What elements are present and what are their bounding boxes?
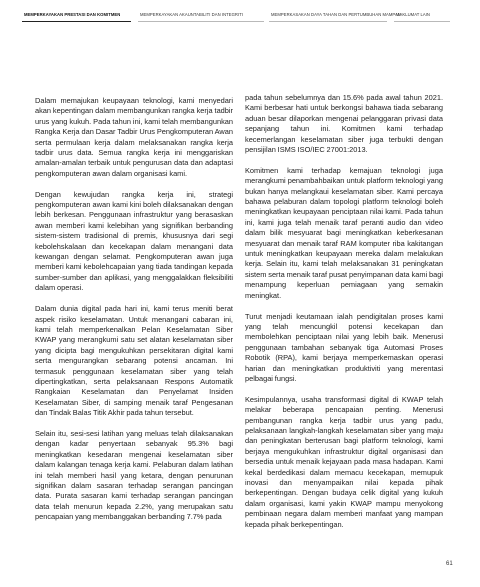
body-paragraph: Komitmen kami terhadap kemajuan teknologi juga merangkumi penambahbaikan untuk platform teknologi yang bukan hanya melangkaui keselamatan siber. Kami percaya bahawa pelaburan dalam topologi platform teknologi boleh meningkatkan keupayaan penciptaan nilai kami. Pada tahun ini, kami juga telah menaik taraf peranti audio dan video dalam bilik mesyuarat bagi meningkatkan keberkesanan mesyuarat dan menaik taraf RAM komputer riba kakitangan untuk meningkatkan keupayaan mereka dalam melakukan kerja. Selain itu, kami telah melaksanakan 31 peningkatan sistem serta menaik taraf pusat penyimpanan data kami bagi menampung keperluan pemiagaan yang semakin meningkat. bbox=[245, 165, 443, 300]
tab-label: MEMPERKAYAKAN AKAUNTABILITI DAN INTEGRITI bbox=[140, 12, 244, 17]
tab-maklumat-lain[interactable] bbox=[394, 12, 450, 22]
tab-label: MEMPERKAYAKAN PRESTASI DAN KOMITMEN bbox=[24, 12, 121, 17]
body-paragraph: Dalam dunia digital pada hari ini, kami terus meniti berat aspek risiko keselamatan. Untuk menangani cabaran ini, kami telah memperkenalkan Pelan Keselamatan Siber KWAP yang merangkumi satu set alatan keselamatan siber yang dicipta bagi mengukuhkan persekitaran digital kami serta mengurangkan sebarang potensi ancaman. Ini termasuk penggunaan keselamatan siber yang telah dipertingkatkan, serta pelaksanaan Respons Automatik Rangkaian Keselamatan dan Penyelamat Insiden Keselamatan Siber, di samping menaik taraf Pengesanan dan Tindak Balas Titik Akhir pada tahun tersebut. bbox=[35, 304, 233, 418]
tab-akauntabiliti-dan-integriti[interactable] bbox=[138, 12, 264, 22]
tab-label: MAKLUMAT LAIN bbox=[396, 12, 431, 17]
tab-underline bbox=[22, 21, 131, 23]
section-nav bbox=[22, 12, 452, 22]
right-text-column bbox=[245, 93, 443, 540]
tab-underline bbox=[138, 21, 264, 22]
tab-label: MEMPERKASAKAN DAYA TAHAN DAN PERTUMBUHAN MAMPAN bbox=[271, 12, 401, 17]
tab-underline bbox=[394, 21, 450, 22]
body-paragraph: pada tahun sebelumnya dan 15.6% pada awal tahun 2021. Kami berbesar hati untuk berkongsi bahawa tiada sebarang aduan besar dilaporkan mengenai pelanggaran privasi data sepanjang tahun ini. Komitmen kami terhadap kecemerlangan keselamatan siber juga terbukti dengan pensijilan ISMS ISO/IEC 27001:2013. bbox=[245, 93, 443, 155]
body-paragraph: Turut menjadi keutamaan ialah pendigitalan proses kami yang telah mencungkil potensi kecekapan dan membolehkan penciptaan nilai yang lebih baik. Menerusi penggunaan tambahan sebanyak tiga Automasi Proses Robotik (RPA), kami berjaya memperkemaskan operasi harian dan meningkatkan produktiviti yang merentasi pelbagai fungsi. bbox=[245, 311, 443, 383]
tab-daya-tahan-dan-pertumbuhan[interactable] bbox=[269, 12, 401, 22]
tab-prestasi-dan-komitmen[interactable] bbox=[22, 12, 131, 22]
left-text-column bbox=[35, 96, 233, 533]
body-paragraph: Kesimpulannya, usaha transformasi digital di KWAP telah melakar beberapa pencapaian penting. Menerusi pembangunan rangka kerja tadbir urus yang padu, pelaksanaan langkah-langkah keselamatan siber yang maju dan peningkatan berterusan bagi platform teknologi, kami berjaya mengukuhkan infrastruktur digital organisasi dan bersedia untuk menaik kejayaan pada masa hadapan. Kami kekal berdedikasi dalam memacu kecekapan, memupuk inovasi dan menyampaikan nilai kepada pihak berkepentingan. Dengan budaya celik digital yang kukuh dalam organisasi, kami yakin KWAP mampu menyokong pembinaan negara dalam memberi manfaat yang mampan kepada pihak berkepentingan. bbox=[245, 394, 443, 529]
body-paragraph: Selain itu, sesi-sesi latihan yang meluas telah dilaksanakan dengan kadar penyertaan sebanyak 95.3% bagi meningkatkan kesedaran mengenai keselamatan siber dalam kalangan tenaga kerja kami. Pelaburan dalam latihan ini telah memberi hasil yang ketara, dengan penurunan signifikan dalam sasaran terhadap serangan pancingan data. Purata sasaran kami terhadap serangan pancingan data telah menurun kepada 2.2%, yang merupakan satu pencapaian yang membanggakan berbanding 7.7% pada bbox=[35, 428, 233, 522]
tab-underline bbox=[269, 21, 387, 22]
body-paragraph: Dalam memajukan keupayaan teknologi, kami menyedari akan kepentingan dalam membangunkan rangka kerja tadbir urus yang kukuh. Pada tahun ini, kami telah membangunkan Rangka Kerja dan Dasar Tadbir Urus Pengkomputeran Awan serta permulaan kerja dalam melaksanakan rangka kerja tadbir urus data. Semua rangka kerja ini menggariskan amalan-amalan terbaik untuk pengurusan data dan adaptasi pengkomputeran awan dalam organisasi kami. bbox=[35, 96, 233, 178]
body-paragraph: Dengan kewujudan rangka kerja ini, strategi pengkomputeran awan kami kini boleh dilaksanakan dengan lebih berkesan. Penggunaan infrastruktur yang berasaskan awan memberi kami kelebihan yang signifikan berbanding sistem-sistem tradisional di premis, khususnya dari segi kebolehskalaan dan kecekapan dalam menangani data kewangan dengan selamat. Pengkomputeran awan juga memberi kami kebolehcapaian yang tiada tandingan kepada sumber-sumber dan aplikasi, yang menggalakkan fleksibiliti dalam operasi. bbox=[35, 189, 233, 293]
page-number: 61 bbox=[446, 561, 453, 567]
